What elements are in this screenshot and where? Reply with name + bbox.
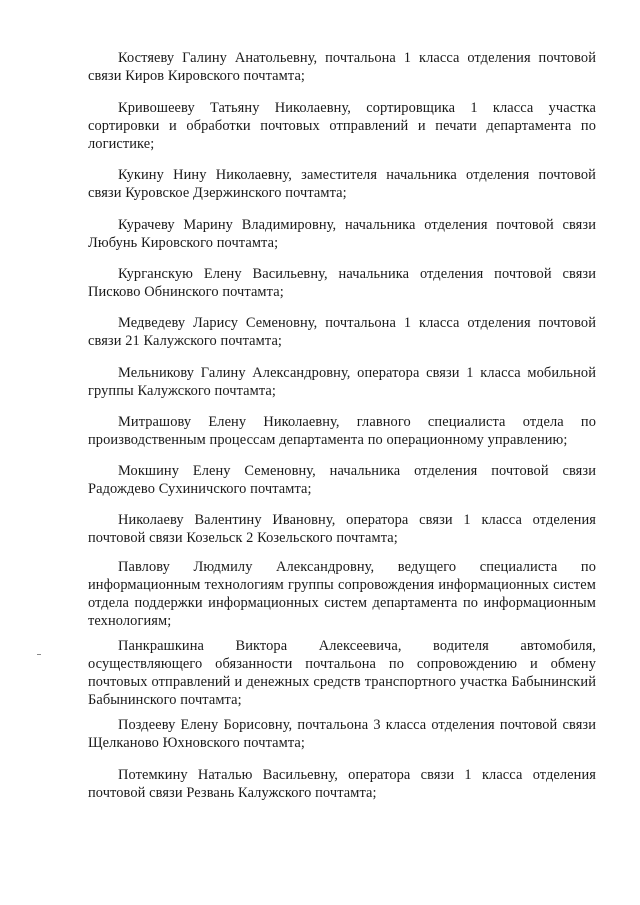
margin-mark	[37, 654, 41, 655]
entry-melnikova: Мельникову Галину Александровну, оператора связи 1 класса мобильной группы Калужского почтамта;	[88, 365, 596, 399]
entry-mitrashova: Митрашову Елену Николаевну, главного специалиста отдела по производственным процессам департамента по операционному управлению;	[88, 414, 596, 448]
entry-pavlova: Павлову Людмилу Александровну, ведущего специалиста по информационным технологиям группы сопровождения информационных систем отдела поддержки информационных систем департамента по информационным технологиям;	[88, 559, 596, 629]
entry-potemkina: Потемкину Наталью Васильевну, оператора связи 1 класса отделения почтовой связи Резвань Калужского почтамта;	[88, 767, 596, 801]
entry-nikolaeva: Николаеву Валентину Ивановну, оператора связи 1 класса отделения почтовой связи Козельск 2 Козельского почтамта;	[88, 512, 596, 546]
entry-kurganskaya: Курганскую Елену Васильевну, начальника отделения почтовой связи Писково Обнинского почтамта;	[88, 266, 596, 300]
entry-krivosheeva: Кривошееву Татьяну Николаевну, сортировщика 1 класса участка сортировки и обработки почтовых отправлений и печати департамента по логистике;	[88, 100, 596, 152]
entry-kukina: Кукину Нину Николаевну, заместителя начальника отделения почтовой связи Куровское Дзержинского почтамта;	[88, 167, 596, 201]
entry-medvedeva: Медведеву Ларису Семеновну, почтальона 1 класса отделения почтовой связи 21 Калужского почтамта;	[88, 315, 596, 349]
entry-mokshina: Мокшину Елену Семеновну, начальника отделения почтовой связи Радождево Сухиничского почтамта;	[88, 463, 596, 497]
entry-kostyaeva: Костяеву Галину Анатольевну, почтальона 1 класса отделения почтовой связи Киров Кировского почтамта;	[88, 50, 596, 84]
entry-pozdeeva: Поздееву Елену Борисовну, почтальона 3 класса отделения почтовой связи Щелканово Юхновского почтамта;	[88, 717, 596, 751]
entry-pankrashkin: Панкрашкина Виктора Алексеевича, водителя автомобиля, осуществляющего обязанности почтальона по сопровождению и обмену почтовых отправлений и денежных средств транспортного участка Бабынинский Бабынинского почтамта;	[88, 638, 596, 708]
entry-kuracheva: Курачеву Марину Владимировну, начальника отделения почтовой связи Любунь Кировского почтамта;	[88, 217, 596, 251]
